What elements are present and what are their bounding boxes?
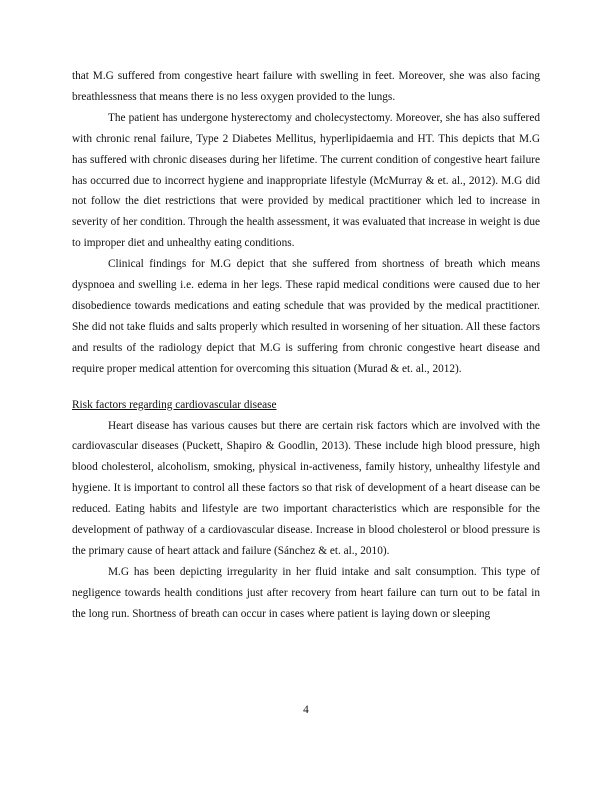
page-body <box>72 66 540 625</box>
paragraph-risk-factors: Heart disease has various causes but there are certain risk factors which are involved with the cardiovascular diseases (Puckett, Shapiro & Goodlin, 2013). These include high blood pressure, high blood cholesterol, alcoholism, smoking, physical in-activeness, family history, unhealthy lifestyle and hygiene. It is important to control all these factors so that risk of development of a heart disease can be reduced. Eating habits and lifestyle are two important characteristics which are responsible for the development of pathway of a cardiovascular disease. Increase in blood cholesterol or blood pressure is the primary cause of heart attack and failure (Sánchez & et. al., 2010). <box>72 419 540 557</box>
paragraph-fluid-intake: M.G has been depicting irregularity in her fluid intake and salt consumption. This type of negligence towards health conditions just after recovery from heart failure can turn out to be fatal in the long run. Shortness of breath can occur in cases where patient is laying down or sleeping <box>72 565 540 620</box>
paragraph-clinical-findings: Clinical findings for M.G depict that she suffered from shortness of breath which means dyspnoea and swelling i.e. edema in her legs. These rapid medical conditions were caused due to her disobedience towards medications and eating schedule that was provided by the medical practitioner. She did not take fluids and salts properly which resulted in worsening of her situation. All these factors and results of the radiology depict that M.G is suffering from chronic congestive heart disease and require proper medical attention for overcoming this situation (Murad & et. al., 2012). <box>72 258 540 375</box>
section-heading: Risk factors regarding cardiovascular disease <box>72 398 277 411</box>
paragraph-patient-history: The patient has undergone hysterectomy and cholecystectomy. Moreover, she has also suffered with chronic renal failure, Type 2 Diabetes Mellitus, hyperlipidaemia and HT. This depicts that M.G has suffered with chronic diseases during her lifetime. The current condition of congestive heart failure has occurred due to incorrect hygiene and inappropriate lifestyle (McMurray & et. al., 2012). M.G did not follow the diet restrictions that were provided by medical practitioner which led to increase in severity of her condition. Through the health assessment, it was evaluated that increase in weight is due to improper diet and unhealthy eating conditions. <box>72 111 540 250</box>
paragraph-continued: that M.G suffered from congestive heart failure with swelling in feet. Moreover, she was also facing breathlessness that means there is no less oxygen provided to the lungs. <box>72 70 540 103</box>
page-number: 4 <box>303 704 309 716</box>
